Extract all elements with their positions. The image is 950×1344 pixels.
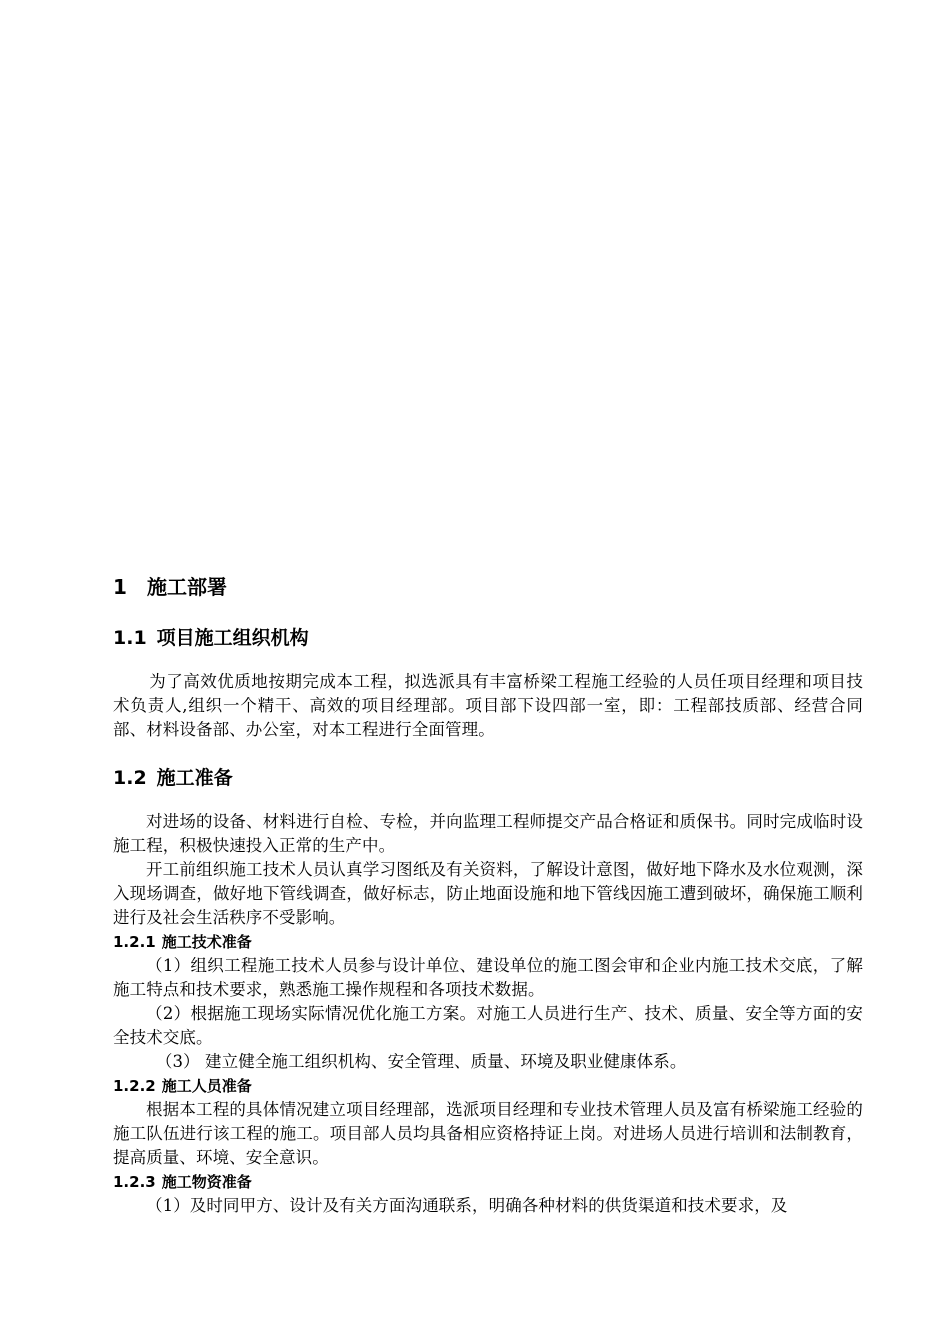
section-1-2-1-number: 1.2.1: [113, 933, 156, 951]
section-1-2-1-title: 施工技术准备: [161, 933, 252, 951]
section-1-2-3-title: 施工物资准备: [161, 1173, 252, 1191]
section-1-2-1-paragraph-3: （3） 建立健全施工组织机构、安全管理、质量、环境及职业健康体系。: [155, 1052, 687, 1071]
section-1-1-title: 项目施工组织机构: [156, 627, 309, 649]
section-1-2-1-paragraph-2: （2）根据施工现场实际情况优化施工方案。对施工人员进行生产、技术、质量、安全等方面的安全技术交底。: [113, 1004, 863, 1047]
section-1-2-3-number: 1.2.3: [113, 1173, 156, 1191]
section-1-number: 1: [113, 575, 127, 599]
section-1-2-number: 1.2: [113, 767, 147, 789]
section-1-2-1-heading: [113, 930, 863, 954]
section-1-1-paragraph-1: 为了高效优质地按期完成本工程，拟选派具有丰富桥梁工程施工经验的人员任项目经理和项目技术负责人,组织一个精干、高效的项目经理部。项目部下设四部一室，即：工程部技质部、经营合同部、材料设备部、办公室，对本工程进行全面管理。: [113, 672, 863, 739]
section-1-heading: [113, 570, 863, 604]
section-1-2-3-paragraph-1: （1）及时同甲方、设计及有关方面沟通联系，明确各种材料的供货渠道和技术要求，及: [146, 1196, 788, 1215]
section-1-2-title: 施工准备: [156, 767, 233, 789]
section-1-2-paragraph-1: 对进场的设备、材料进行自检、专检，并向监理工程师提交产品合格证和质保书。同时完成临时设施工程，积极快速投入正常的生产中。: [113, 812, 863, 855]
section-1-2-2-heading: [113, 1074, 863, 1098]
section-1-2-paragraph-2: 开工前组织施工技术人员认真学习图纸及有关资料，了解设计意图，做好地下降水及水位观测，深入现场调查，做好地下管线调查，做好标志，防止地面设施和地下管线因施工遭到破坏，确保施工顺利进行及社会生活秩序不受影响。: [113, 860, 863, 927]
section-1-2-2-number: 1.2.2: [113, 1077, 156, 1095]
section-1-1-number: 1.1: [113, 627, 147, 649]
section-1-2-heading: [113, 762, 863, 794]
document-body: [113, 570, 863, 1218]
section-1-2-3-heading: [113, 1170, 863, 1194]
section-1-title: 施工部署: [147, 575, 227, 599]
section-1-2-1-paragraph-1: （1）组织工程施工技术人员参与设计单位、建设单位的施工图会审和企业内施工技术交底，了解施工特点和技术要求，熟悉施工操作规程和各项技术数据。: [113, 956, 863, 999]
section-1-2-2-paragraph-1: 根据本工程的具体情况建立项目经理部，选派项目经理和专业技术管理人员及富有桥梁施工经验的施工队伍进行该工程的施工。项目部人员均具备相应资格持证上岗。对进场人员进行培训和法制教育，提高质量、环境、安全意识。: [113, 1100, 863, 1167]
section-1-2-2-title: 施工人员准备: [161, 1077, 252, 1095]
section-1-1-heading: [113, 622, 863, 654]
